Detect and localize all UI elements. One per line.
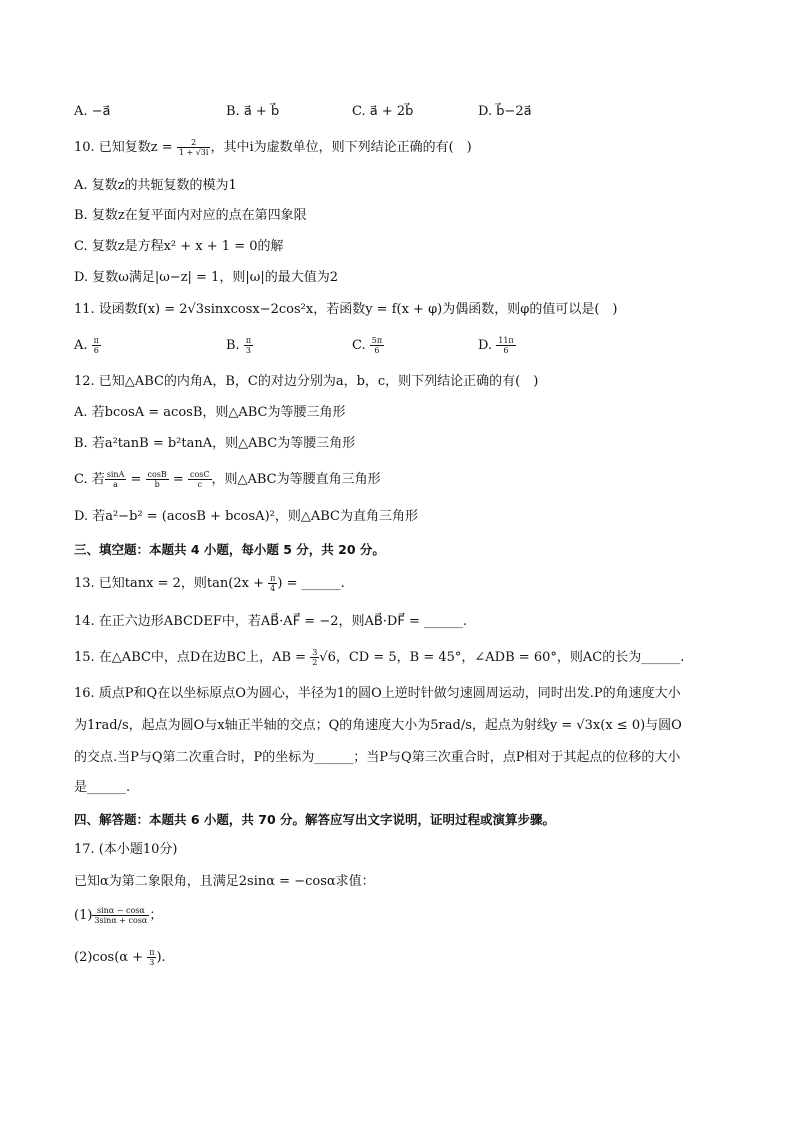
q17-stem: 已知α为第二象限角，且满足2sinα = −cosα求值： bbox=[74, 874, 375, 889]
q13: 13. 已知tanx = 2，则tan(2x + $\frac{\pi}{4}$ ) = ______. bbox=[74, 574, 345, 593]
q12-option-c: C. 若 $\frac{\sin A}{a}$ = $\frac{\cos B}{b}$ = $\frac{\cos C}{c}$ ，则△ABC为等腰直角三角形 bbox=[74, 470, 381, 489]
section-4-heading: 四、解答题：本题共 6 小题，共 70 分。解答应写出文字说明，证明过程或演算步骤。 bbox=[74, 812, 556, 827]
q9-option-c: C. a⃗ + 2b⃗ bbox=[352, 104, 414, 119]
q10-option-a: A. 复数z的共轭复数的模为1 bbox=[74, 178, 237, 193]
q15: 15. 在△ABC中，点D在边BC上，AB = $\frac{3}{2}$ √6，CD = 5，B = 45°，∠ADB = 60°，则AC的长为______. bbox=[74, 648, 685, 667]
q10-option-c: C. 复数z是方程x² + x + 1 = 0的解 bbox=[74, 239, 284, 254]
q12-option-d: D. 若a²−b² = (acosB + bcosA)²，则△ABC为直角三角形 bbox=[74, 509, 418, 524]
q12-stem: 12. 已知△ABC的内角A，B，C的对边分别为a，b，c，则下列结论正确的有( ) bbox=[74, 374, 539, 389]
q9-options bbox=[74, 100, 734, 124]
q12-option-b: B. 若a²tanB = b²tanA，则△ABC为等腰三角形 bbox=[74, 436, 356, 451]
q9-option-b: B. a⃗ + b⃗ bbox=[226, 104, 280, 119]
q17-part-2: (2)cos(α + $\frac{\pi}{3}$ ). bbox=[74, 948, 166, 967]
q11-option-a: A. $\frac{\pi}{6}$ bbox=[74, 336, 99, 355]
q16-line-4: 是______. bbox=[74, 780, 131, 795]
q11-option-c: C. $\frac{5\pi}{6}$ bbox=[352, 336, 383, 355]
q10-option-b: B. 复数z在复平面内对应的点在第四象限 bbox=[74, 208, 307, 223]
q10-stem: 10. 已知复数z = $\frac{2}{1 + √3i}$ ，其中i为虚数单位，则下列结论正确的有( ) bbox=[74, 138, 472, 157]
q12-option-a: A. 若bcosA = acosB，则△ABC为等腰三角形 bbox=[74, 405, 346, 420]
q14: 14. 在正六边形ABCDEF中，若AB⃗·AF⃗ = −2，则AB⃗·DF⃗ = ______. bbox=[74, 614, 468, 629]
q11-option-b: B. $\frac{\pi}{3}$ bbox=[226, 336, 252, 355]
q11-options bbox=[74, 334, 734, 358]
q11-option-d: D. $\frac{11\pi}{6}$ bbox=[478, 336, 514, 355]
q17-part-1: (1) $\frac{\sin\alpha - \cos\alpha}{3\sin\alpha + \cos\alpha}$ ； bbox=[74, 906, 163, 925]
q9-option-d: D. b⃗−2a⃗ bbox=[478, 104, 532, 119]
q16-line-3: 的交点.当P与Q第二次重合时，P的坐标为______；当P与Q第三次重合时，点P相对于其起点的位移的大小 bbox=[74, 750, 681, 765]
q16-line-2: 为1rad/s，起点为圆O与x轴正半轴的交点；Q的角速度大小为5rad/s，起点为射线y = √3x(x ≤ 0)与圆O bbox=[74, 718, 682, 733]
q11-stem: 11. 设函数f(x) = 2√3sinxcosx−2cos²x，若函数y = f(x + φ)为偶函数，则φ的值可以是( ) bbox=[74, 302, 618, 317]
q10-fraction: $\frac{2}{1 + √3i}$ bbox=[178, 138, 209, 157]
q10-option-d: D. 复数ω满足|ω−z| = 1，则|ω|的最大值为2 bbox=[74, 270, 338, 285]
q9-option-a: A. −a⃗ bbox=[74, 104, 111, 119]
q16-line-1: 16. 质点P和Q在以坐标原点O为圆心，半径为1的圆O上逆时针做匀速圆周运动，同时出发.P的角速度大小 bbox=[74, 686, 681, 701]
section-3-heading: 三、填空题：本题共 4 小题，每小题 5 分，共 20 分。 bbox=[74, 542, 385, 557]
q17-title: 17. (本小题10分) bbox=[74, 842, 178, 857]
